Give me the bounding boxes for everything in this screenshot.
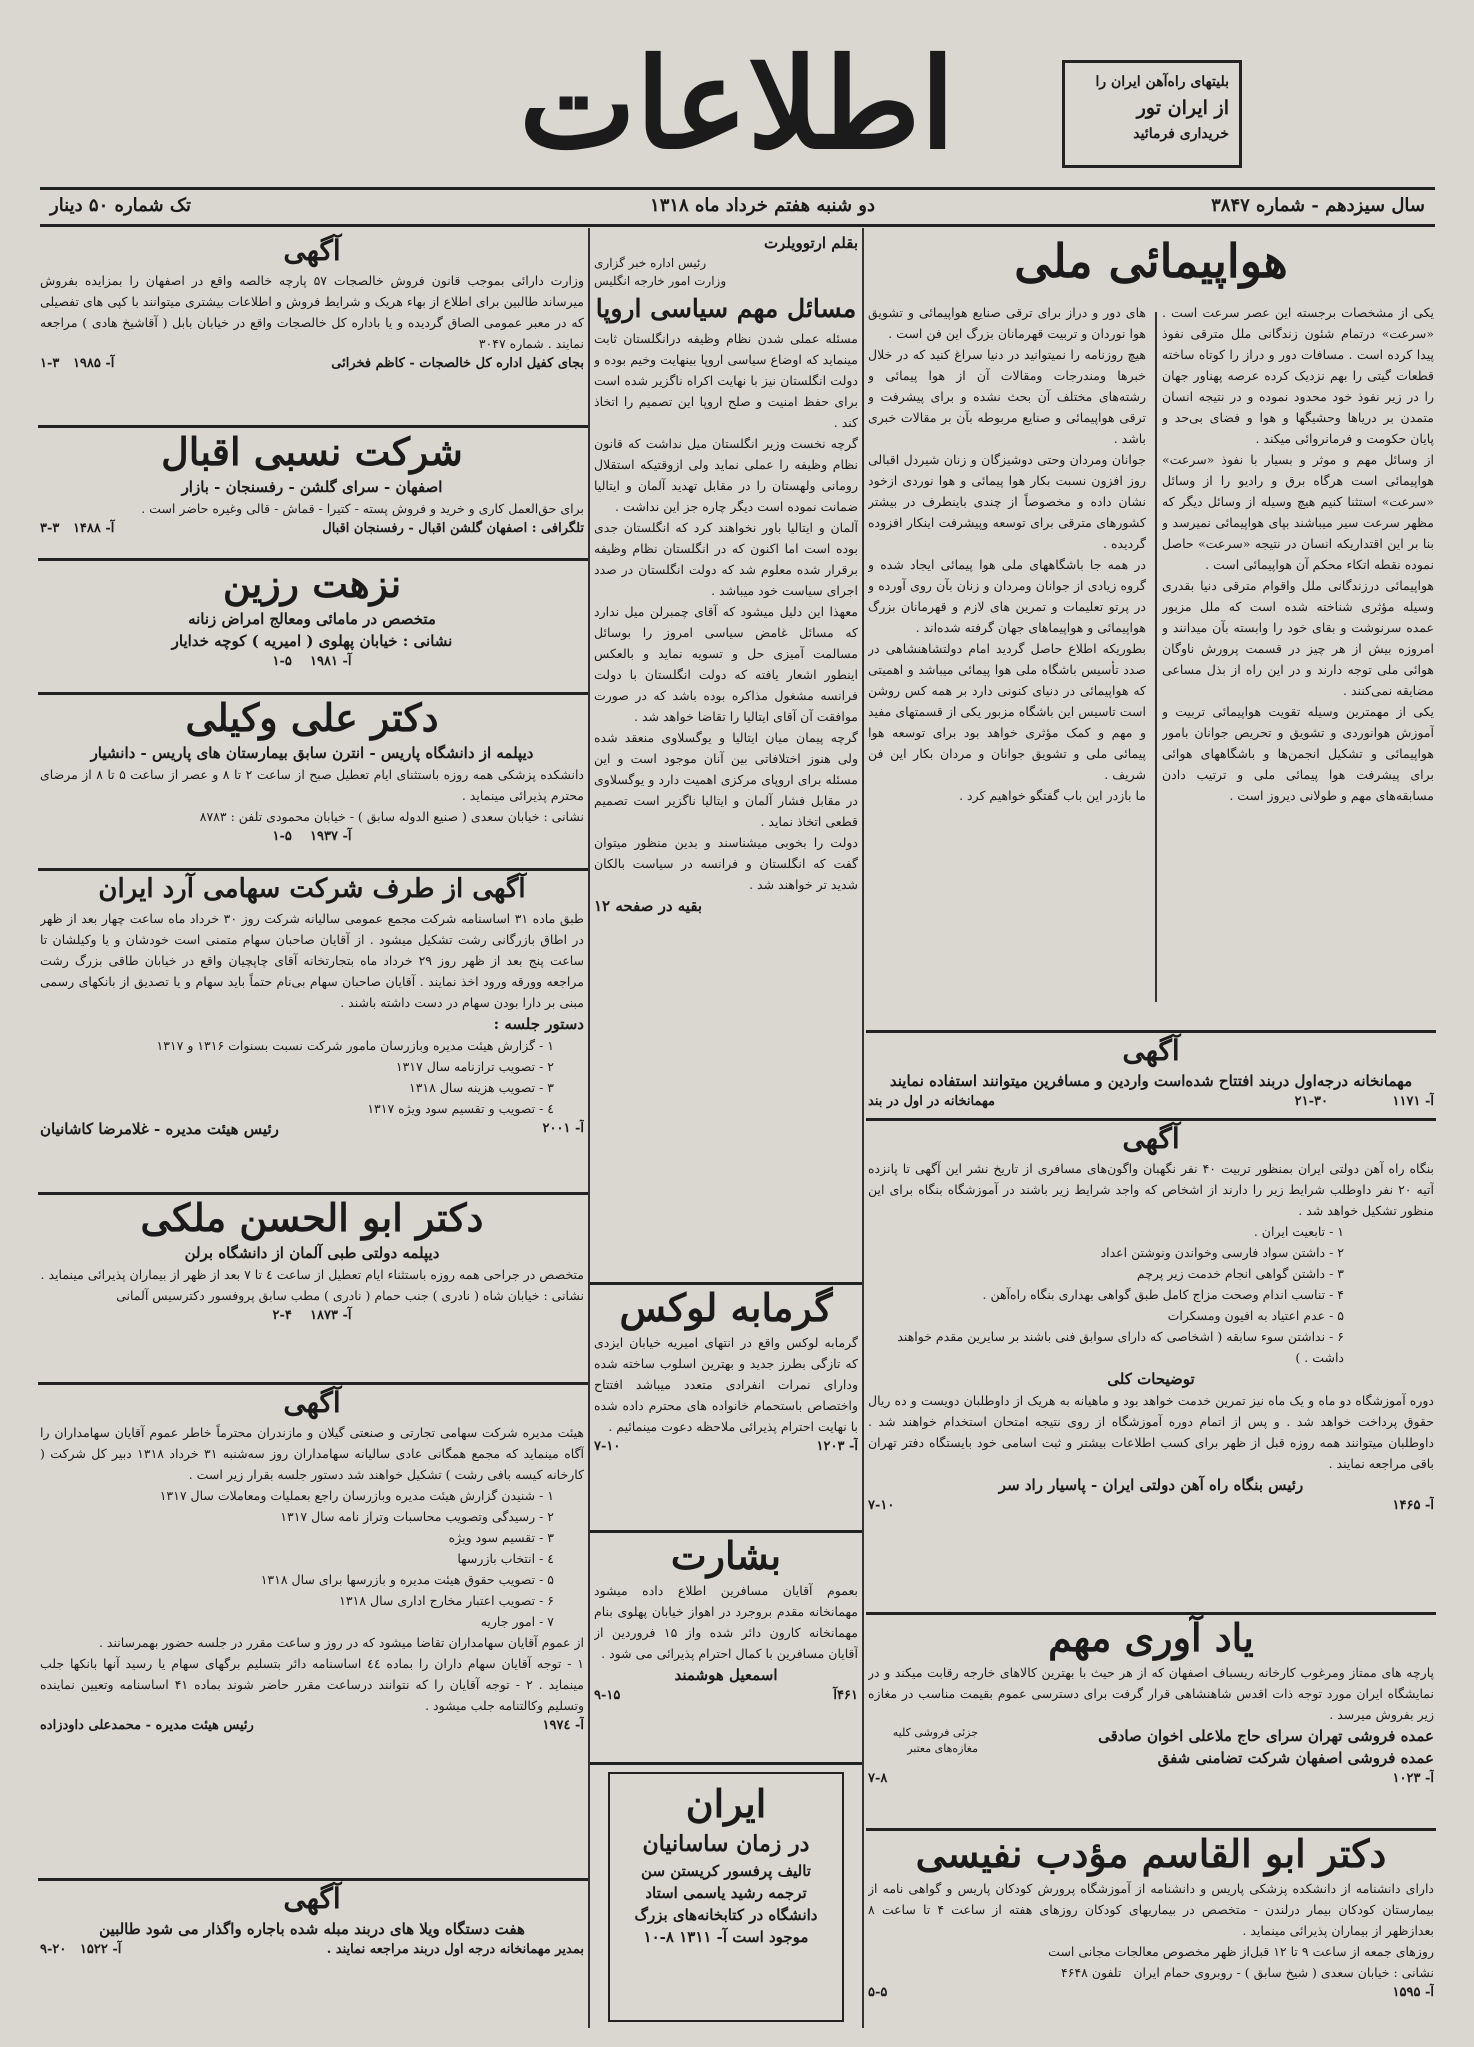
ad-line: هفت دستگاه ویلا های دربند مبله شده باجاره واگذار می شود طالبین: [99, 1920, 525, 1938]
continued-note: بقیه در صفحه ۱۲: [594, 897, 703, 915]
ad-code: آ- ۱۹۳۷: [310, 829, 352, 844]
ad-signature: رئیس بنگاه راه آهن دولتی ایران - پاسیار راد سر: [998, 1476, 1304, 1494]
list-item: ٤ - انتخاب بازرسها: [457, 1551, 554, 1566]
ad-title: آگهی: [283, 1386, 341, 1419]
ad-number: ۱-۳: [40, 356, 60, 371]
list-item: ۱ - تابعیت ایران .: [1253, 1224, 1344, 1239]
ad-number: ۲۱-۳۰: [1294, 1094, 1328, 1109]
ad-code-group: [40, 1940, 121, 1960]
ad-finance-ministry: [40, 232, 584, 422]
article-national-aviation: [868, 232, 1434, 1027]
ad-signature: بجای کفیل اداره کل خالصجات - کاظم فخرائی: [331, 356, 584, 371]
ad-line: متخصص در جراحی همه روزه باستثناء ایام تعطیل از ساعت ٤ تا ۷ بعد از ظهر از بیماران پذیرائی مینماید .: [40, 1267, 584, 1282]
ad-number: ۱-۵: [272, 654, 292, 669]
list-item: ۲ - رسیدگی وتصویب محاسبات وتراز نامه سال ۱۳۱۷: [280, 1509, 554, 1524]
agenda-list: [40, 1035, 584, 1119]
ad-line: تالیف پرفسور کریستن سن: [641, 1862, 811, 1880]
paragraph: یکی از مشخصات برجسته این عصر سرعت است . «سرعت» درتمام شئون زندگانی ملل مترقی نفوذ پیدا کرده است . مسافات دور و دراز را کوتاه ساخته قطعات گیتی را بهم نزدیک کرده عرصه پهناور جهان را در زیر نفوذ خود محدود نموده و در نتیجه انسان متمدن بر دریاها وحشیگها و هوا و فضای بی‌حد و پایان حکومت و فرمانروائی میکند .: [1162, 305, 1434, 446]
ad-line: برای حق‌العمل کاری و خرید و فروش پسته - کتیرا - قماش - قالی وغیره حاضر است .: [141, 501, 584, 516]
ad-code: آ- ۱۸۷۳: [310, 1308, 352, 1323]
ad-number: ۷-۱۰: [594, 1439, 621, 1454]
byline-title: رئیس اداره خبر گزاری: [594, 256, 707, 270]
ad-body: دوره آموزشگاه دو ماه و یک ماه نیز تمرین خدمت خواهد بود و ماهیانه به هریک از داوطلبان دویست و ده ریال حقوق پرداخت خواهد شد . و پس از اتمام دوره آموزشگاه از روی نتیجه امتحان استخدام خواهند شد . داوطلبان میتوانند همه روزه قبل از ظهر برای کسب اطلاعات بیشتر و ثبت اسامی خود بایستگاه دفتر تهران باقی مراجعه نمایند .: [868, 1393, 1434, 1471]
ad-title: آگهی: [1122, 1122, 1180, 1155]
ad-line: نشانی : خیابان شاه ( نادری ) جنب حمام ( نادری ) مطب سابق پروفسور دکترسیس آلمانی: [116, 1288, 584, 1303]
article-column-a: [1162, 302, 1434, 1012]
ad-title: گرمابه لوکس: [619, 1285, 833, 1330]
ad-title: بشارت: [670, 1533, 782, 1578]
ad-line: بمدیر مهمانخانه درجه اول دربند مراجعه نمایند .: [326, 1942, 584, 1957]
ad-eqbal-company: [40, 428, 584, 548]
ad-body: بعموم آقایان مسافرین اطلاع داده میشود مهمانخانه مقدم بروجرد در اهواز خیابان پهلوی بنام مهمانخانه کارون دائر شده واز ۱۵ فروردین از آقایان مسافرین با کمال احترام پذیرائی می شود .: [594, 1583, 858, 1661]
ad-luxe-bathhouse: [594, 1284, 858, 1526]
ad-line: دیپلمه دولتی طبی آلمان از دانشگاه برلن: [184, 1244, 440, 1262]
ad-code: آ- ۱۲۰۳: [816, 1439, 858, 1454]
paragraph: یکی از مهمترین وسیله تقویت هواپیمائی تربیت و آموزش هوانوردی و تشویق و تحریص جوانان بامور هواپیمائی و تشکیل انجمن‌ها و باشگاههای هوائی برای پیشرفت هوا پیمائی ملی و ترتیب دادن مسابقه‌های مهم و طولانی دیروز است .: [1162, 704, 1434, 803]
corner-line-3: خریداری فرمائید: [1133, 126, 1229, 142]
ad-body: وزارت دارائی بموجب قانون فروش خالصجات ۵۷ پارچه خالصه واقع در اصفهان را بمزایده بفروش میرساند طالبین برای اطلاع از بهاء هریک و شرایط فروش و اطلاعات بیشتری میتوانند با کپی های تفصیلی که در معبر عمومی الصاق گردیده و یا باداره کل خالصجات واقع در خیابان بابل ( آقاشیخ هادی ) مراجعه نمایند . شماره ۳۰۴۷: [40, 273, 584, 351]
ad-line: نشانی : خیابان پهلوی ( امیریه ) کوچه خدایار: [171, 632, 453, 650]
requirements-list: [868, 1221, 1434, 1368]
ad-number: ۷-۸: [868, 1771, 888, 1786]
article-headline: مسائل مهم سیاسی اروپا: [595, 294, 857, 323]
list-item: ۴ - تناسب اندام وصحت مزاج کامل طبق گواهی بهداری بنگاه راه‌آهن .: [982, 1287, 1344, 1302]
ad-title: دکتر علی وکیلی: [185, 695, 439, 740]
ad-line: دانشگاه در کتابخانه‌های بزرگ: [634, 1906, 818, 1924]
ad-body: هیئت مدیره شرکت سهامی تجارتی و صنعتی گیلان و مازندران محترماً خاطر عموم آقایان سهامداران را آگاه مینماید که مجمع همگانی عادی سالیانه سهامداران روز سه‌شنبه ۳۱ خرداد ۱۳۱۸ دبیر کل شرکت ( کارخانه کیسه بافی رشت ) تشکیل خواهند شد دستور جلسه بقرار زیر است .: [40, 1425, 584, 1482]
issue-date: دو شنبه هفتم خرداد ماه ۱۳۱۸: [650, 195, 875, 216]
ad-title: آگهی: [283, 234, 341, 267]
ad-seller: عمده فروشی اصفهان شرکت تضامنی شفق: [1157, 1749, 1434, 1767]
issue-price: تک شماره ۵۰ دینار: [50, 195, 191, 216]
ad-code: آ- ۱۹۸۱: [310, 654, 352, 669]
ad-address-row: [868, 1962, 1434, 1983]
ad-line: مهمانخانه درجه‌اول دربند افتتاح شده‌است واردین و مسافرین میتوانند استفاده نمایند: [889, 1072, 1413, 1090]
ad-line: تلگرافی : اصفهان گلشن اقبال - رفسنجان اقبال: [322, 521, 584, 536]
corner-line-2: از ایران تور: [1136, 97, 1229, 119]
paragraph: گرچه پیمان میان ایتالیا و یوگسلاوی منعقد شده ولی هنوز اختلافاتی بین آنان موجود است و این مسئله برای اروپای مرکزی اهمیت دارد و یوگسلاوی در مقابل فشار آلمان و ایتالیا ناگزیر است تصمیم قطعی اتخاذ نماید .: [594, 730, 858, 829]
list-item: ۲ - داشتن سواد فارسی وخواندن ونوشتن اعداد: [1100, 1245, 1344, 1260]
ad-side-note: جزئی فروشی کلیه مغازه‌های معتبر: [892, 1726, 978, 1755]
ad-iran-flour-company: [40, 870, 584, 1188]
list-item: ۳ - تقسیم سود ویژه: [448, 1530, 554, 1545]
ad-code: آ- ۱۱۷۱: [1392, 1094, 1434, 1109]
ad-code: آ- ۱۴۸۸: [72, 521, 115, 536]
list-item: ۶ - نداشتن سوء سابقه ( اشخاصی که دارای سوابق فنی باشند بر سایرین مقدم خواهند داشت . ): [897, 1329, 1344, 1365]
list-item: ۲ - تصویب ترازنامه سال ۱۳۱۷: [395, 1059, 554, 1074]
list-item: ۷ - امور جاریه: [480, 1614, 554, 1629]
list-item: ۵ - عدم اعتیاد به افیون ومسکرات: [1167, 1308, 1344, 1323]
ad-address: نشانی : خیابان سعدی ( شیخ سابق ) - روبروی حمام ایران: [1133, 1965, 1434, 1980]
ad-intro: بنگاه راه آهن دولتی ایران بمنظور تربیت ۴۰ نفر نگهبان واگون‌های مسافری از تاریخ نشر این آگهی تا پانزده آتیه ۲۰ نفر داوطلب شرایط زیر را دارند از اشخاص که واجد شرایط زیر باشند در آموزشگاه بنگاه برای این منظور تشکیل خواهد شد .: [868, 1161, 1434, 1218]
paragraph: از وسائل مهم و موثر و بسیار با نفوذ «سرعت» هواپیمائی است هرگاه برق و رادیو را از وسائل «سرعت» استثنا کنیم هیچ وسیله از وسائل دیگر که مظهر سرعت سیر میباشند بپای هواپیمائی نمیرسد و بنا بر این اقتداریکه انسان در نتیجه «سرعت» حاصل نموده نقطه اتکاء محکم آن هواپیمائی است .: [1162, 452, 1434, 572]
ad-body: دارای دانشنامه از دانشکده پزشکی پاریس و دانشنامه از آموزشگاه پرورش کودکان پاریس و گواهی نامه از بیمارستان کودکان بیمار درلندن - متخصص در بیماریهای کودکان روزهای هفته از ساعت ۴ تا ساعت ۸ بعدازظهر از بیماران پذیرائی مینماید .: [868, 1881, 1434, 1938]
ad-title: آگهی: [1122, 1034, 1180, 1067]
list-item: ۳ - تصویب هزینه سال ۱۳۱۸: [408, 1080, 554, 1095]
ad-code: آ- ۱۵۹۵: [1392, 1985, 1434, 2000]
paragraph: گرچه نخست وزیر انگلستان میل نداشت که قانون نظام وظیفه را عملی نماید ولی ازوقتیکه استقلال رومانی ولهستان را در مقابل تهدید آلمان و ایتالیا ضمانت نموده است دیگر چاره جز این نداشت .: [594, 436, 858, 514]
ad-line: مهمانخانه در اول در بند: [868, 1094, 995, 1109]
ad-dr-maleki: [40, 1194, 584, 1378]
ad-darband-villas: [40, 1880, 584, 2030]
corner-line-1: بلیتهای راه‌آهن ایران را: [1095, 74, 1229, 90]
paragraph: هواپیمائی درزندگانی ملل واقوام مترقی دنیا بقدری وسیله مؤثری شناخته شده است که ملل مزبور عمده سرنوشت و بقای خود را وابسته بآن میدانند و امروزه بیش از هر چیز در قسمت پرورش ناوگان هوائی ملی توجه دارند و در این راه از بذل مساعی مضایقه نمی‌کنند .: [1162, 578, 1434, 698]
ad-number: ۹-۲۰: [40, 1942, 67, 1957]
ad-line: اصفهان - سرای گلشن - رفسنجان - بازار: [181, 478, 443, 496]
ad-line: دیپلمه از دانشگاه پاریس - انترن سابق بیمارستان های پاریس - دانشیار: [90, 744, 534, 762]
paragraph: هیچ روزنامه را نمیتوانید در دنیا سراغ کنید که در خلال خبرها ومندرجات ومقالات آن از هوا پیمائی و رشته‌های مختلف آن بحث نشده و برای پیشرفت و ترقی هواپیمائی و صنایع مربوطه بآن بر مقالات خبری باشد .: [868, 347, 1146, 446]
ad-seller: عمده فروشی تهران سرای حاج ملاعلی اخوان صادقی: [1098, 1727, 1434, 1745]
ad-karun-hotel: [594, 1532, 858, 1758]
ad-gilan-mazandaran-company: [40, 1384, 584, 1874]
list-item: ٤ - تصویب و تقسیم سود ویژه ۱۳۱۷: [367, 1101, 554, 1116]
article-headline: هواپیمائی ملی: [1014, 234, 1288, 288]
list-item: ۵ - تصویب حقوق هیئت مدیره و بازرسها برای سال ۱۳۱۸: [260, 1572, 554, 1587]
paragraph: آلمان و ایتالیا باور نخواهند کرد که انگلستان جدی بوده است اما اکنون که در انگلستان نظام وظیفه برقرار شده معلوم شد که دولت انگلستان در صدد اجرای سیاست خود میباشد .: [594, 520, 858, 598]
dateline-bar: [40, 187, 1435, 227]
ad-signature: رئیس هیئت مدیره - غلامرضا کاشانیان: [40, 1120, 279, 1138]
ad-subheading: توضیحات کلی: [1107, 1370, 1195, 1388]
ad-code: آ- ۲۰۰۱: [542, 1121, 584, 1136]
paragraph: دولت را بخوبی میشناسند و بدین منظور میتوان گفت که انگلستان و فرانسه در سیاست بالکان شدید تر خواهند شد .: [594, 835, 858, 892]
list-item: ۱ - گزارش هیئت مدیره وبازرسان مامور شرکت نسبت بسنوات ۱۳۱۶ و ۱۳۱۷: [156, 1038, 554, 1053]
ad-line: موجود است آ- ۱۳۱۱ ۸-۱۰: [643, 1928, 809, 1946]
ad-dr-nafisi: [868, 1830, 1434, 2030]
ad-number: ۳-۳: [40, 521, 60, 536]
masthead-title: اطلاعات: [519, 32, 955, 177]
ad-body: از عموم آقایان سهامداران تقاضا میشود که در روز و ساعت مقرر در جلسه حضور بهمرسانند .: [98, 1635, 584, 1650]
ad-code: آ- ۱۴۶۵: [1392, 1498, 1434, 1513]
section-rule: [590, 1762, 862, 1765]
ad-dr-vakili: [40, 694, 584, 864]
ad-body: پارچه های ممتاز ومرغوب کارخانه ریسباف اصفهان که از هر حیث با بهترین کالاهای خارجه رقابت میکند و در نمایشگاه ایران مورد توجه ذات اقدس شاهنشاهی قرار گرفت برای دسترسی عموم بقیمت مناسب در مغازه زیر بفروش میرسد .: [868, 1665, 1434, 1722]
paragraph: ما بازدر این باب گفتگو خواهیم کرد .: [959, 788, 1146, 803]
ad-number: ۵-۵: [868, 1985, 888, 2000]
byline-author: بقلم ارتوویلرت: [763, 234, 858, 252]
ad-title: شرکت نسبی اقبال: [161, 429, 463, 474]
column-rule-left: [588, 228, 590, 2028]
ad-code: آ- ۱۰۲۳: [1392, 1771, 1434, 1786]
ad-phone: تلفون ۴۶۴۸: [1061, 1965, 1122, 1980]
issue-number: سال سیزدهم - شماره ۳۸۴۷: [1211, 195, 1425, 216]
paragraph: های دور و دراز برای ترقی صنایع هواپیمائی و تشویق هوا نوردان و تربیت قهرمانان بزرگ این فن است .: [868, 305, 1146, 341]
article-body: [594, 328, 858, 895]
list-item: ۱ - شنیدن گزارش هیئت مدیره وبازرسان راجع بعملیات ومعاملات سال ۱۳۱۷: [159, 1488, 554, 1503]
ad-title: دکتر ابو القاسم مؤدب نفیسی: [915, 1831, 1387, 1876]
ad-isfahan-textiles: [868, 1614, 1434, 1826]
ad-line: ترجمه رشید یاسمی استاد: [645, 1884, 807, 1902]
paragraph: جوانان ومردان وحتی دوشیزگان و زنان شیردل اقبالی روز افزون نسبت بکار هوا پیمائی و هوا نوردی ازخود نشان داده و مخصوصاً از چندی باینطرف در بیشتر کشورهای مترقی برای توسعه وپیشرفت اینکار افزوده گردیده .: [868, 452, 1146, 551]
ad-number: ۲-۴: [272, 1308, 292, 1323]
ad-code-group: [40, 354, 114, 374]
ad-body: گرمابه لوکس واقع در انتهای امیریه خیابان ایزدی که تازگی بطرز جدید و بهترین اسلوب ساخته شده ودارای نمرات انفرادی متعدد میباشد افتتاح واختصاص باستحمام خانواده های محترم داده شده با نهایت احترام پذیرائی ملاحظه دعوت مینمائیم .: [594, 1335, 858, 1434]
ad-line: نشانی : خیابان سعدی ( صنیع الدوله سابق ) - خیابان محمودی تلفن : ۸۷۸۳: [199, 809, 584, 824]
ad-title: نزهت رزین: [222, 561, 402, 606]
ad-signature: رئیس هیئت مدیره - محمدعلی داودزاده: [40, 1718, 254, 1733]
ad-signature: اسمعیل هوشمند: [674, 1666, 778, 1684]
ad-number: ۷-۱۰: [868, 1498, 895, 1513]
paragraph: در همه جا باشگاههای ملی هوا پیمائی ایجاد شده و گروه زیادی از جوانان ومردان و زنان بآن روی آورده و در پرتو تعلیمات و تمرین های لازم و قهرمانان بزرگ هواپیمائی و هواپیماهای جهان گرفته شده‌اند .: [868, 557, 1146, 635]
ad-code: آ- ۱۹۸۵: [72, 356, 115, 371]
ad-code: آ- ۱۹۷٤: [542, 1718, 584, 1733]
ad-railway-recruitment: [868, 1120, 1434, 1610]
ad-subtitle: در زمان ساسانیان: [642, 1831, 810, 1857]
ad-number: ۹-۱۵: [594, 1688, 621, 1703]
ad-body: طبق ماده ۳۱ اساسنامه شرکت مجمع عمومی سالیانه شرکت روز ۳۰ خرداد ماه ساعت چهار بعد از ظهر در اطاق بازرگانی رشت تشکیل میشود . از آقایان صاحبان سهام متمنی است خودشان و یا وکیلشان تا ساعت پنج بعد از ظهر روز ۲۹ خرداد ماه بتجارتخانه آقای چاپچیان واقع در خیابان طاقی بزرگ رشت مراجعه وورقه ورود اخذ نمایند . آقایان صاحبان سهام بی‌نام حتماً باید سهام و یا تصدیق از بانکهای رسمی مبنی بر دارا بودن سهام در دست داشته باشند .: [40, 911, 584, 1010]
ad-number: ۱-۵: [272, 829, 292, 844]
inner-column-rule: [1155, 312, 1157, 1002]
ad-code: ۴۶۱آ: [833, 1688, 858, 1703]
ad-title: یاد آوری مهم: [1048, 1615, 1254, 1660]
ad-body: روزهای جمعه از ساعت ۹ تا ۱۲ قبل‌از ظهر مخصوص معالجات مجانی است: [1048, 1944, 1434, 1959]
paragraph: معهذا این دلیل میشود که آقای چمبرلن میل ندارد که مسائل غامض سیاسی امروز را بوسائل مسالمت آمیزی حل و تسویه نماید و بالعکس اینطور اشعار یافته که دولت انگلستان با دولت فرانسه مشغول مذاکره بوده باشد که در صورت موافقت آن آقای ایتالیا را تقاضا خواهد شد .: [594, 604, 858, 724]
ad-nozhat-razin: [40, 560, 584, 686]
ad-code-group: [40, 519, 114, 539]
list-item: ۶ - تصویب اعتبار مخارج اداری سال ۱۳۱۸: [339, 1593, 554, 1608]
ad-book-iran-sassanid: [608, 1772, 844, 2022]
byline-ministry: وزارت امور خارجه انگلیس: [594, 274, 727, 288]
ad-title: ایران: [685, 1781, 767, 1826]
ad-line: دانشکده پزشکی همه روزه باستثنای ایام تعطیل صبح از ساعت ۲ تا ۸ و عصر از ساعت ۵ تا ۸ از مرضای محترم پذیرائی مینماید .: [40, 767, 584, 803]
ad-line: متخصص در مامائی ومعالج امراض زنانه: [188, 610, 436, 628]
paragraph: مسئله عملی شدن نظام وظیفه درانگلستان ثابت مینماید که اوضاع سیاسی اروپا بینهایت وخیم بوده و دولت انگلستان نیز با نهایت اکراه ناگزیر شده است برای حفظ امنیت و صلح اروپا این تصمیم را اتخاذ کند .: [594, 331, 858, 430]
article-column-b: [868, 302, 1146, 1012]
ad-notes: ۱ - توجه آقایان سهام داران را بماده ٤٤ اساسنامه دائر بتسلیم برگهای سهام یا رسید آنها بانکها جلب مینماید . ۲ - توجه آقایان را که نتوانند درساعت مقرر حاضر شوند بماده ۴۱ اساسنامه وتعیین نماینده وتسلیم وکالتنامه جلب میشود .: [40, 1656, 584, 1713]
article-europe-politics: [594, 232, 858, 1277]
agenda-list: [40, 1485, 584, 1632]
ad-subheading: دستور جلسه :: [493, 1015, 584, 1033]
ad-code: آ- ۱۵۲۲: [79, 1942, 122, 1957]
ad-title: دکتر ابو الحسن ملکی: [140, 1195, 484, 1240]
ad-title: آگهی از طرف شرکت سهامی آرد ایران: [98, 874, 526, 904]
list-item: ۳ - داشتن گواهی انجام خدمت زیر پرچم: [1136, 1266, 1344, 1281]
ad-title: آگهی: [283, 1882, 341, 1915]
ad-darband-hotel: [868, 1032, 1434, 1112]
column-rule-right: [862, 228, 864, 2028]
paragraph: بطوریکه اطلاع حاصل گردید امام دولتشاهنشاهی در صدد تأسیس باشگاه ملی هوا پیمائی میباشد و اهمیتی که هواپیمائی در دنیای کنونی دارد بر همه کس روشن است تاسیس این باشگاه مزبور یکی از قسمتهای مفید و مهم و کمک مؤثری خواهد بود برای توسعه هوا پیمائی ملی و تشویق جوانان و مردان بکار این فن شریف .: [868, 641, 1146, 782]
ticket-ad-box: [1062, 60, 1242, 168]
